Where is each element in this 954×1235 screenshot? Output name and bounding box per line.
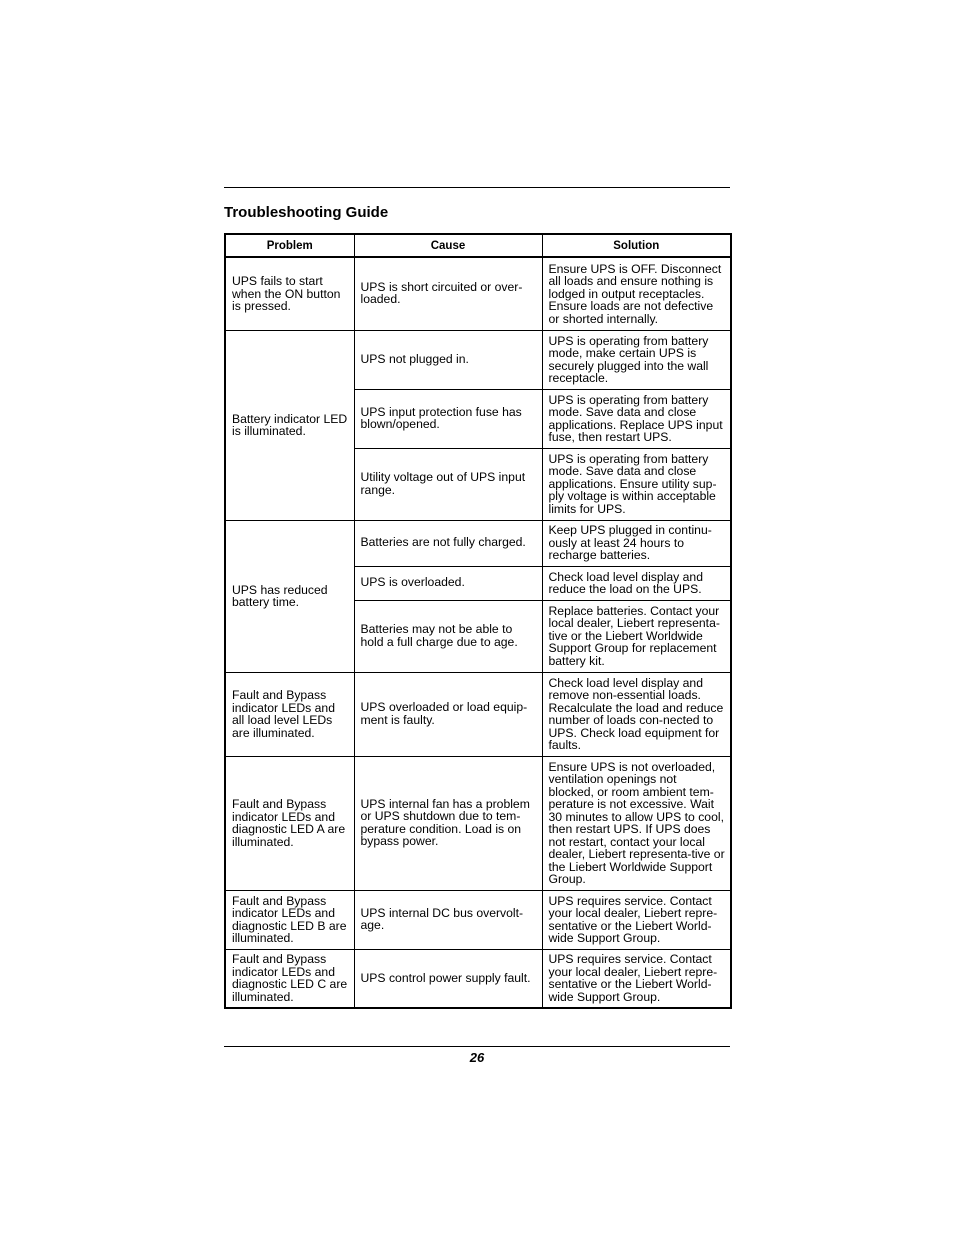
solution-cell: UPS is operating from battery mode, make certain UPS is securely plugged into the wall receptacle. <box>542 330 731 389</box>
header-problem: Problem <box>225 234 354 257</box>
cause-cell: UPS is short circuited or over-loaded. <box>354 257 542 330</box>
solution-cell: Ensure UPS is not overloaded, ventilation openings not blocked, or room ambient tem-perature is not excessive. Wait 30 minutes to allow UPS to cool, then restart UPS. If UPS does not restart, contact your local dealer, Liebert representa-tive or the Liebert Worldwide Support Group. <box>542 756 731 890</box>
cause-cell: Batteries are not fully charged. <box>354 520 542 566</box>
table-row <box>225 756 731 890</box>
solution-cell: UPS requires service. Contact your local dealer, Liebert repre-sentative or the Liebert World-wide Support Group. <box>542 890 731 949</box>
problem-cell: Battery indicator LED is illuminated. <box>225 330 354 520</box>
problem-cell: Fault and Bypass indicator LEDs and diagnostic LED A are illuminated. <box>225 756 354 890</box>
header-solution: Solution <box>542 234 731 257</box>
solution-cell: UPS is operating from battery mode. Save data and close applications. Replace UPS input fuse, then restart UPS. <box>542 389 731 448</box>
solution-cell: Replace batteries. Contact your local dealer, Liebert representa-tive or the Liebert Worldwide Support Group for replacement battery kit. <box>542 600 731 672</box>
problem-cell: UPS fails to start when the ON button is pressed. <box>225 257 354 330</box>
troubleshooting-table <box>224 233 732 1009</box>
table-row <box>225 890 731 949</box>
solution-cell: Keep UPS plugged in continu-ously at least 24 hours to recharge batteries. <box>542 520 731 566</box>
table-row <box>225 257 731 330</box>
solution-cell: Ensure UPS is OFF. Disconnect all loads and ensure nothing is lodged in output receptacles. Ensure loads are not defective or shorted internally. <box>542 257 731 330</box>
table-row <box>225 330 731 389</box>
cause-cell: UPS control power supply fault. <box>354 949 542 1008</box>
cause-cell: Batteries may not be able to hold a full charge due to age. <box>354 600 542 672</box>
table-row <box>225 949 731 1008</box>
table-row <box>225 672 731 756</box>
solution-cell: Check load level display and reduce the load on the UPS. <box>542 566 731 600</box>
solution-cell: UPS is operating from battery mode. Save data and close applications. Ensure utility sup-ply voltage is within acceptable limits for UPS. <box>542 448 731 520</box>
problem-cell: Fault and Bypass indicator LEDs and all load level LEDs are illuminated. <box>225 672 354 756</box>
bottom-rule <box>224 1046 730 1047</box>
problem-cell: Fault and Bypass indicator LEDs and diagnostic LED C are illuminated. <box>225 949 354 1008</box>
cause-cell: UPS not plugged in. <box>354 330 542 389</box>
cause-cell: UPS is overloaded. <box>354 566 542 600</box>
cause-cell: UPS internal DC bus overvolt-age. <box>354 890 542 949</box>
table-header-row <box>225 234 731 257</box>
solution-cell: UPS requires service. Contact your local dealer, Liebert repre-sentative or the Liebert World-wide Support Group. <box>542 949 731 1008</box>
top-rule <box>224 187 730 188</box>
cause-cell: UPS input protection fuse has blown/opened. <box>354 389 542 448</box>
problem-cell: Fault and Bypass indicator LEDs and diagnostic LED B are illuminated. <box>225 890 354 949</box>
cause-cell: UPS overloaded or load equip-ment is faulty. <box>354 672 542 756</box>
page-title: Troubleshooting Guide <box>224 204 389 221</box>
cause-cell: Utility voltage out of UPS input range. <box>354 448 542 520</box>
table-row <box>225 520 731 566</box>
page-number: 26 <box>469 1050 485 1065</box>
solution-cell: Check load level display and remove non-essential loads. Recalculate the load and reduce number of loads con-nected to UPS. Check load equipment for faults. <box>542 672 731 756</box>
cause-cell: UPS internal fan has a problem or UPS shutdown due to tem-perature condition. Load is on bypass power. <box>354 756 542 890</box>
header-cause: Cause <box>354 234 542 257</box>
problem-cell: UPS has reduced battery time. <box>225 520 354 672</box>
